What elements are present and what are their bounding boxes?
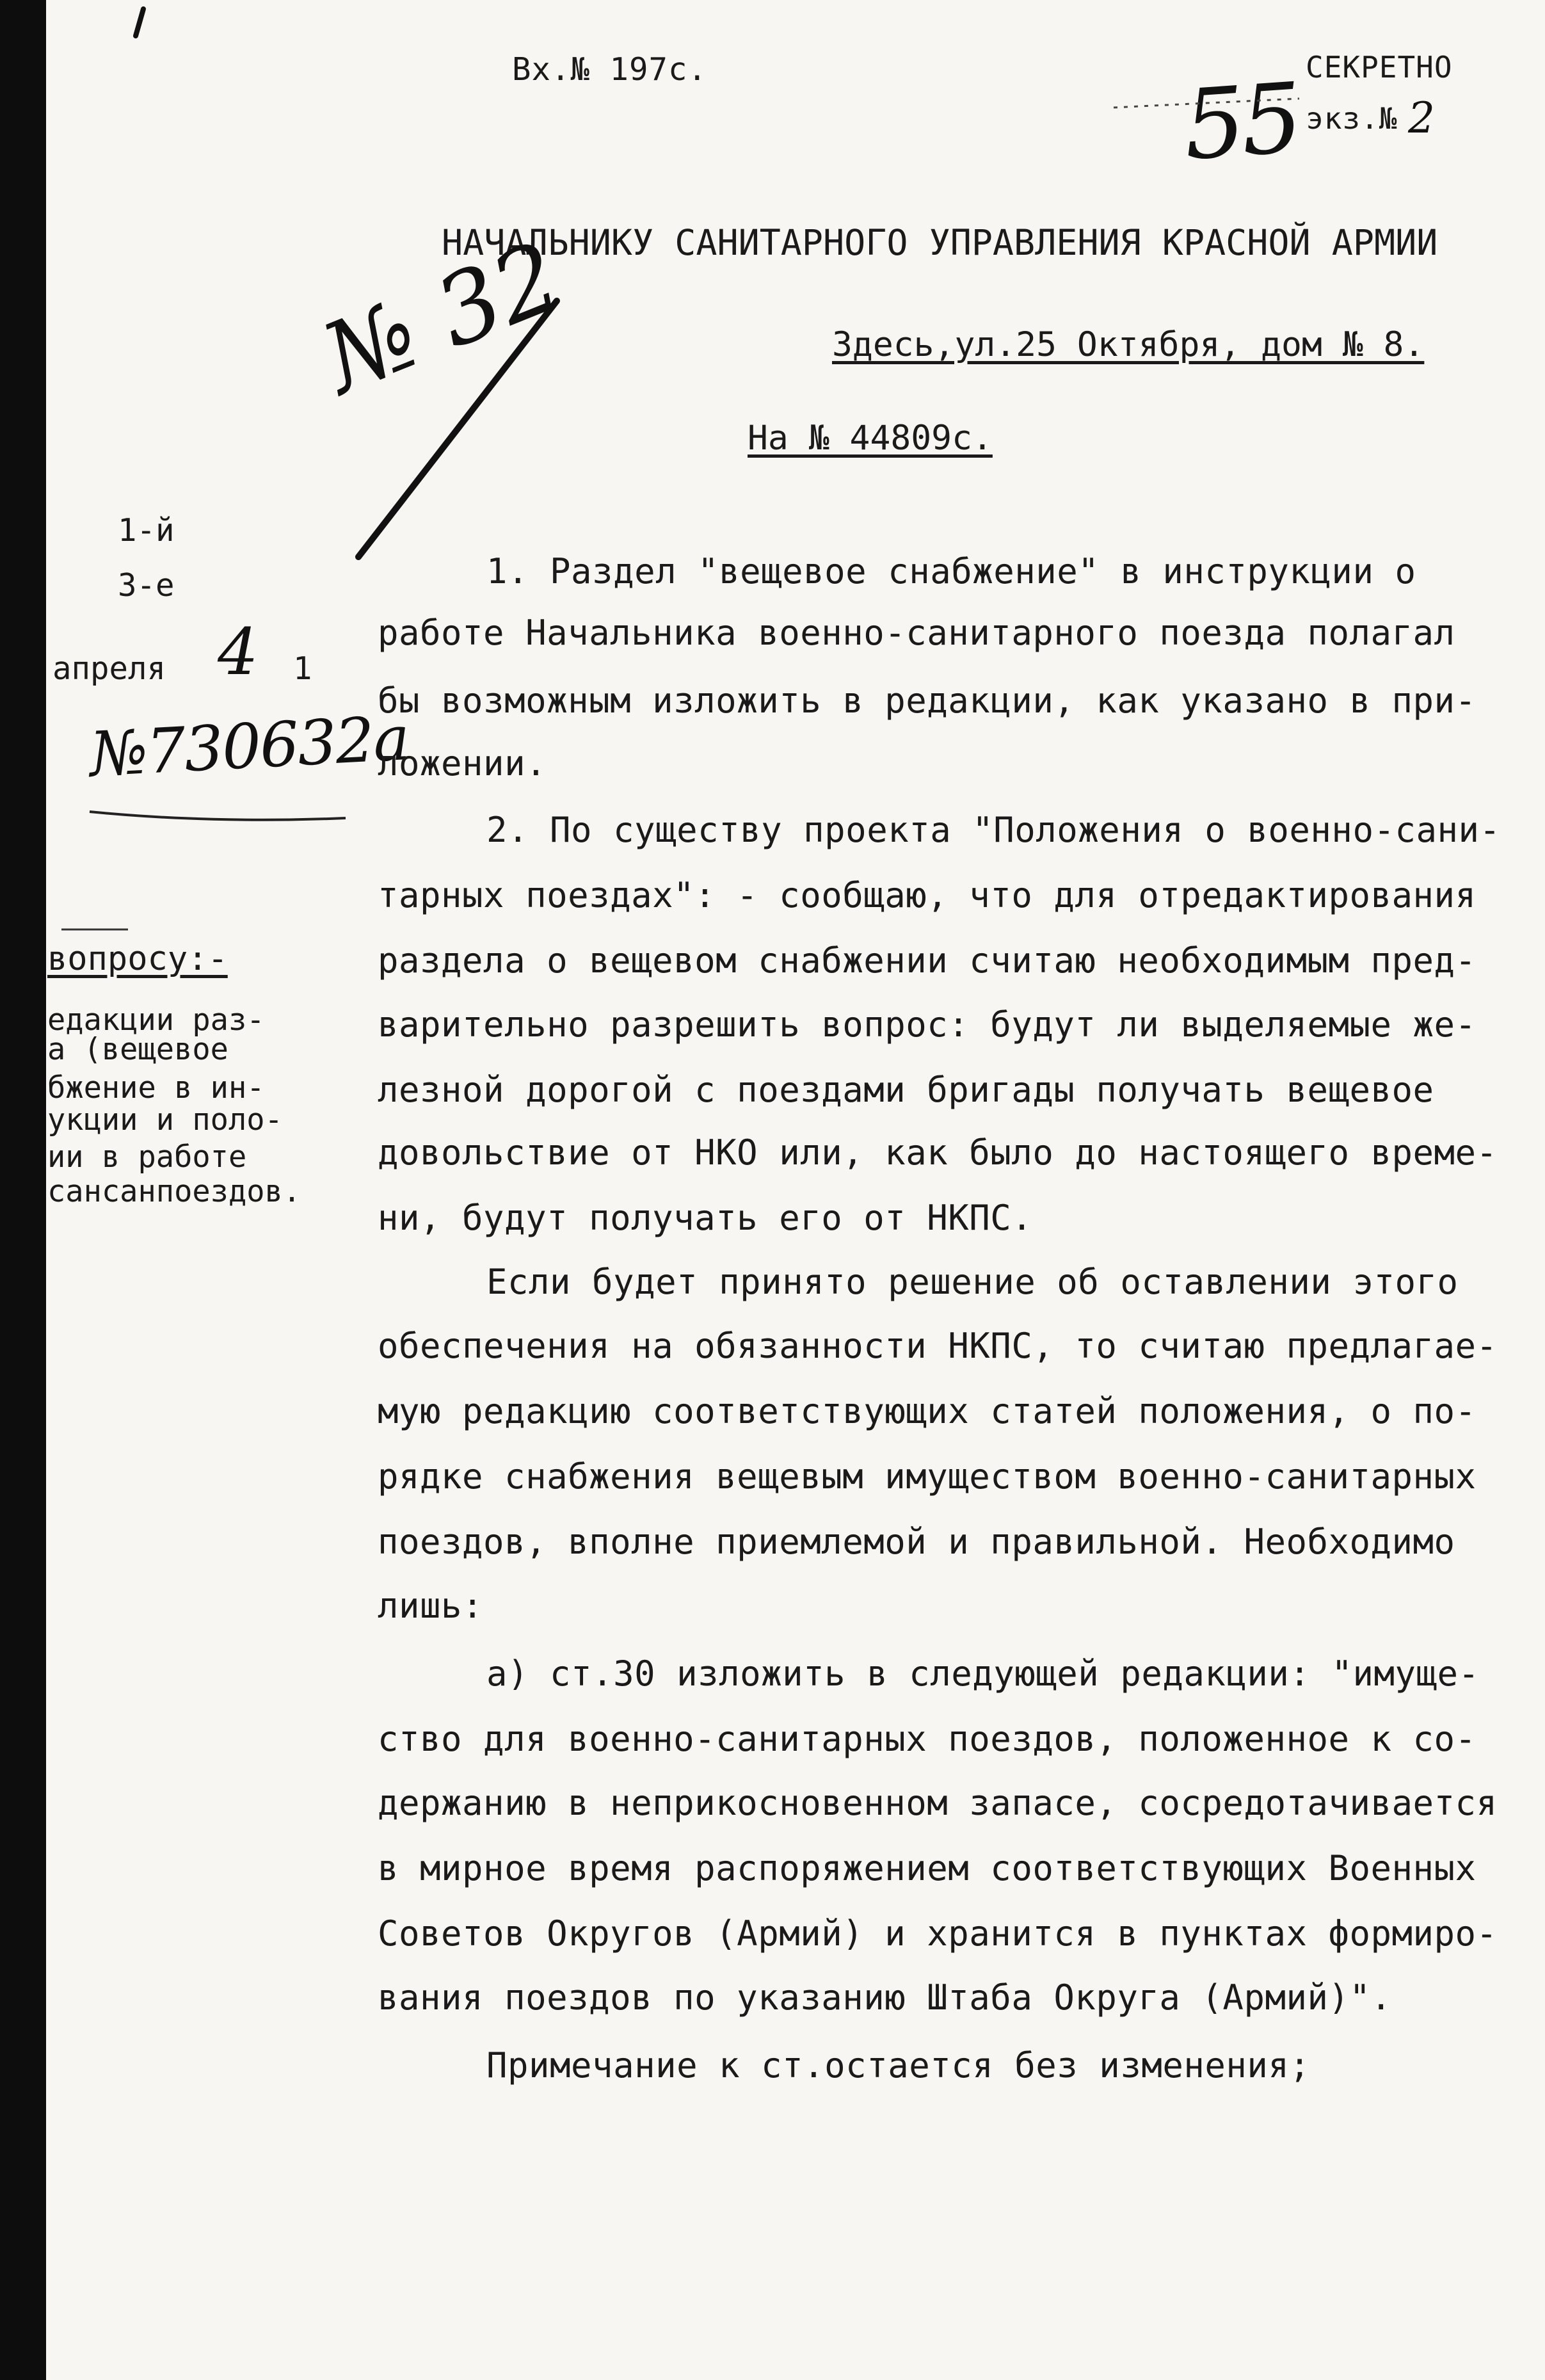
subject-line-6: сансанпоездов. xyxy=(47,1174,301,1209)
body-line: держанию в неприкосновенном запасе, сосредотачивается xyxy=(378,1783,1498,1823)
subject-line-3: бжение в ин- xyxy=(47,1070,265,1106)
margin-date-text: апреля xyxy=(52,650,166,687)
subject-label: вопросу:- xyxy=(47,940,228,978)
top-corner-tick xyxy=(136,9,143,36)
body-line: бы возможным изложить в редакции, как указано в при- xyxy=(378,680,1477,721)
subject-line-1: едакции раз- xyxy=(47,1002,265,1038)
subject-line-2: а (вещевое xyxy=(47,1032,228,1067)
subject-line-5: ии в работе xyxy=(47,1139,247,1175)
diagonal-pen-stroke xyxy=(358,301,557,557)
body-line: лишь: xyxy=(378,1586,484,1626)
body-line: 2. По существу проекта "Положения о военно-сани- xyxy=(486,810,1501,850)
body-line: вания поездов по указанию Штаба Округа (Армий)". xyxy=(378,1977,1392,2018)
margin-line-1: 1-й xyxy=(118,512,175,549)
reply-reference: На № 44809с. xyxy=(748,419,993,458)
body-line: раздела о вещевом снабжении считаю необходимым пред- xyxy=(378,940,1477,981)
incoming-number: Вх.№ 197с. xyxy=(512,51,708,88)
margin-year: 1 xyxy=(293,650,312,687)
margin-line-2: 3-е xyxy=(118,567,175,604)
handwritten-top-number: 55 xyxy=(1180,62,1302,182)
body-line: тарных поездах": - сообщаю, что для отредактирования xyxy=(378,875,1477,915)
handwritten-ref-number: № 32 xyxy=(308,221,576,415)
body-line: Советов Округов (Армий) и хранится в пунктах формиро- xyxy=(378,1913,1498,1954)
body-line: обеспечения на обязанности НКПС, то считаю предлагае- xyxy=(378,1326,1498,1366)
classification-label: СЕКРЕТНО xyxy=(1306,50,1453,84)
registration-underline xyxy=(90,812,346,820)
registration-number: №730632а xyxy=(88,702,411,791)
body-line: Если будет принято решение об оставлении этого xyxy=(486,1262,1459,1302)
body-line: Примечание к ст.остается без изменения; xyxy=(486,2045,1311,2086)
body-line: ни, будут получать его от НКПС. xyxy=(378,1198,1033,1238)
body-line: рядке снабжения вещевым имуществом военно-санитарных xyxy=(378,1456,1477,1497)
body-line: ство для военно-санитарных поездов, положенное к со- xyxy=(378,1719,1477,1759)
body-line: а) ст.30 изложить в следующей редакции: "имуще- xyxy=(486,1653,1480,1694)
margin-date-hand: 4 xyxy=(218,615,259,689)
copy-label: экз.№ xyxy=(1306,101,1398,136)
copy-number: 2 xyxy=(1408,93,1435,143)
body-line: варительно разрешить вопрос: будут ли выделяемые же- xyxy=(378,1004,1477,1045)
body-line: поездов, вполне приемлемой и правильной. Необходимо xyxy=(378,1522,1455,1562)
body-line: 1. Раздел "вещевое снабжение" в инструкции о xyxy=(486,551,1416,591)
body-line: мую редакцию соответствующих статей положения, о по- xyxy=(378,1391,1477,1431)
body-line: в мирное время распоряжением соответствующих Военных xyxy=(378,1848,1477,1888)
body-line: лезной дорогой с поездами бригады получать вещевое xyxy=(378,1070,1434,1110)
subject-line-4: укции и поло- xyxy=(47,1102,283,1138)
dash-strokes xyxy=(1114,99,1299,108)
location-line: Здесь,ул.25 Октября, дом № 8. xyxy=(832,325,1425,364)
body-line: довольствие от НКО или, как было до настоящего време- xyxy=(378,1132,1498,1173)
body-line: работе Начальника военно-санитарного поезда полагал xyxy=(378,613,1455,653)
recipient-line: НАЧАЛЬНИКУ САНИТАРНОГО УПРАВЛЕНИЯ КРАСНОЙ АРМИИ xyxy=(442,222,1438,263)
body-line: ложении. xyxy=(378,743,547,784)
